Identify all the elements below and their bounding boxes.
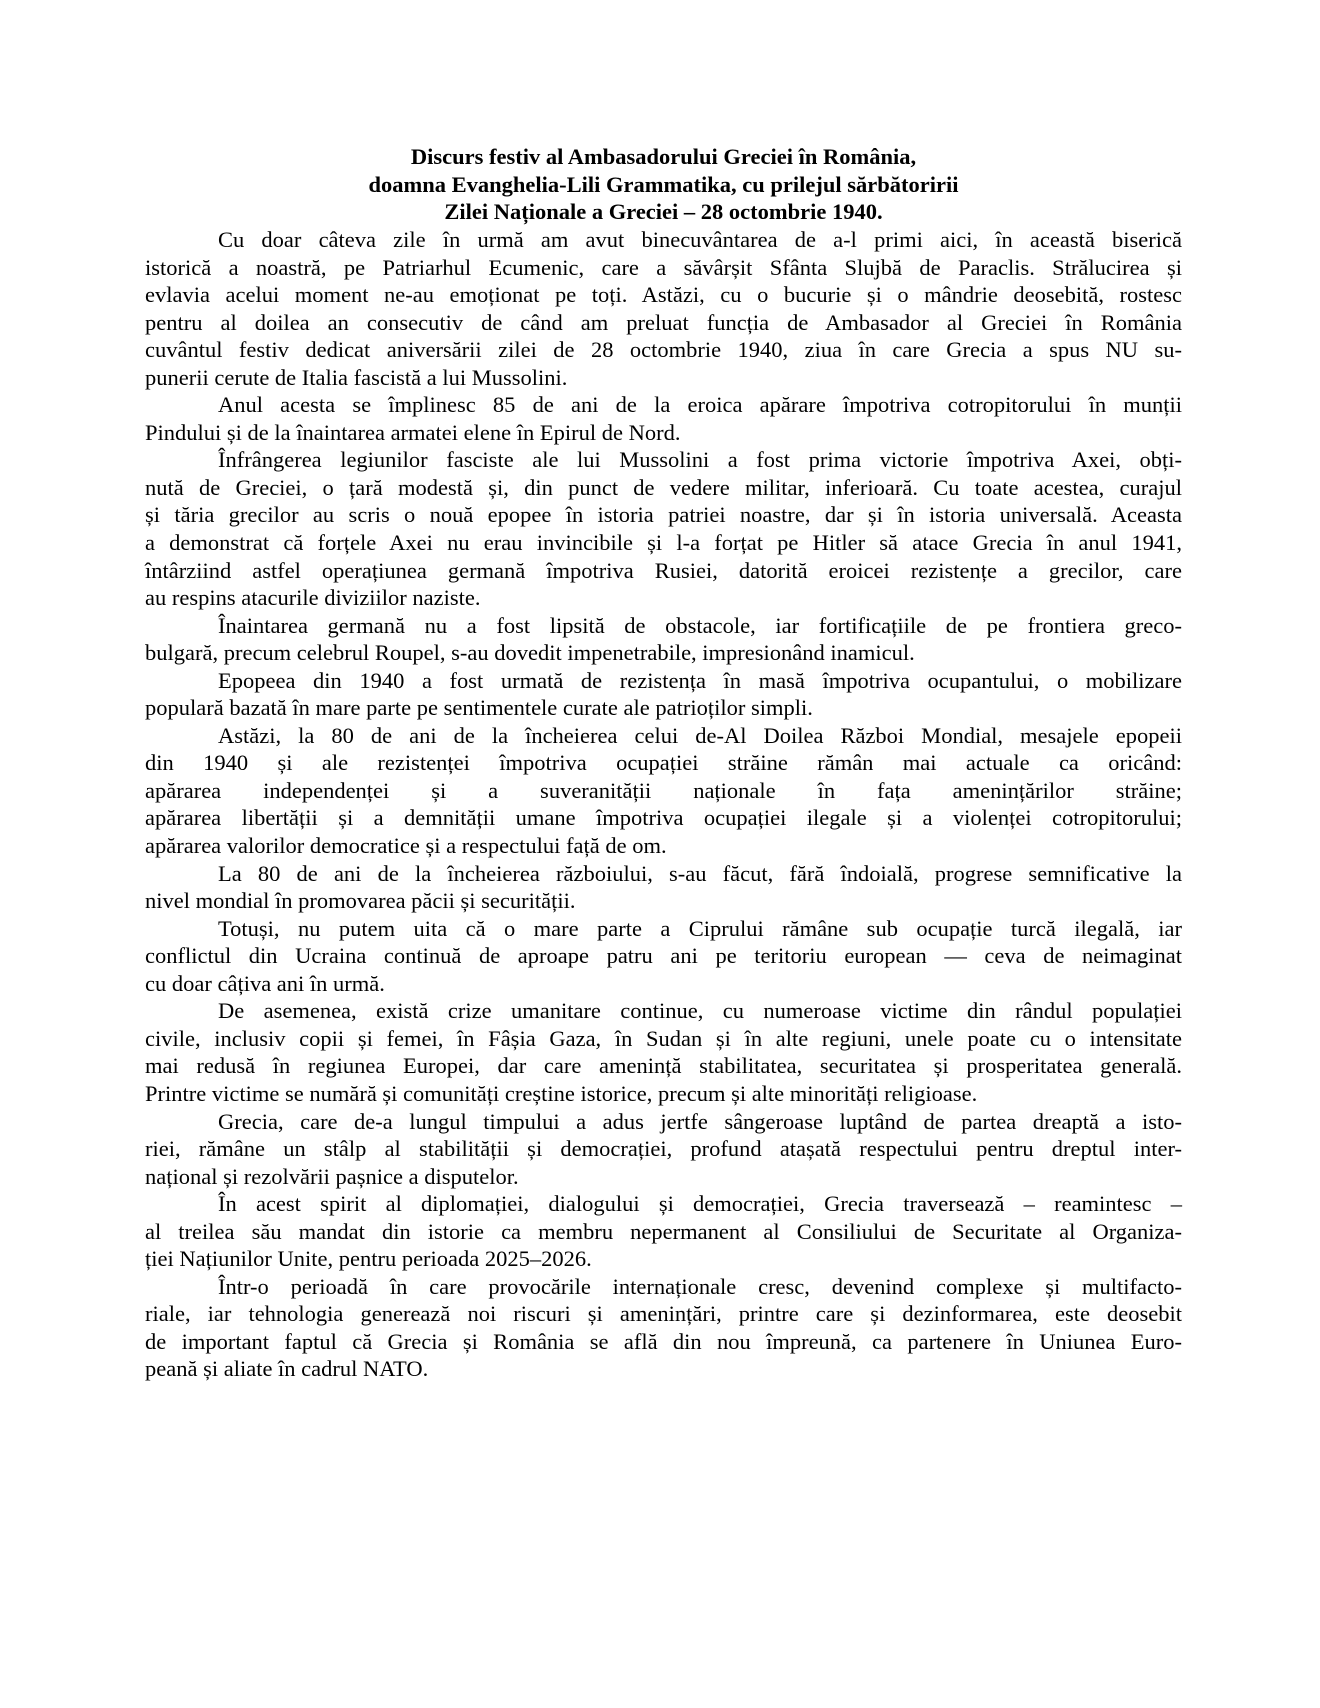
- paragraph-line: Înfrângerea legiunilor fasciste ale lui Mussolini a fost prima victorie împotriva Axei, obți-: [218, 447, 1182, 473]
- paragraph: [145, 997, 1182, 1107]
- paragraph-line: de important faptul că Grecia și România se află din nou împreună, ca partenere în Uniunea Euro-: [145, 1328, 1182, 1354]
- paragraph-line: apărarea libertății și a demnității umane împotriva ocupației ilegale și a violenței cotropitorului;: [145, 805, 1182, 831]
- paragraph-line: și tăria grecilor au scris o nouă epopee în istoria patriei noastre, dar și în istoria universală. Aceasta: [145, 502, 1182, 528]
- paragraph-line: La 80 de ani de la încheierea războiului, s-au făcut, fără îndoială, progrese semnificative la: [218, 860, 1182, 886]
- document-title: [145, 143, 1182, 226]
- paragraph: [145, 446, 1182, 611]
- paragraph-line: apărarea independenței și a suveranității naționale în fața amenințărilor străine;: [145, 777, 1182, 803]
- paragraph: [145, 860, 1182, 915]
- paragraph-line: nivel mondial în promovarea păcii și securității.: [145, 888, 576, 914]
- paragraph-line: punerii cerute de Italia fascistă a lui Mussolini.: [145, 364, 568, 390]
- paragraph-line: Astăzi, la 80 de ani de la încheierea celui de-Al Doilea Război Mondial, mesajele epopeii: [218, 722, 1182, 748]
- paragraph-line: apărarea valorilor democratice și a respectului față de om.: [145, 833, 667, 859]
- paragraph-line: Epopeea din 1940 a fost urmată de rezistența în masă împotriva ocupantului, o mobilizare: [218, 667, 1182, 693]
- paragraph-line: Înaintarea germană nu a fost lipsită de obstacole, iar fortificațiile de pe frontiera greco-: [218, 612, 1182, 638]
- paragraph-line: istorică a noastră, pe Patriarhul Ecumenic, care a săvârșit Sfânta Slujbă de Paraclis. Strălucirea și: [145, 254, 1182, 280]
- paragraph: [145, 1190, 1182, 1273]
- paragraph: [145, 722, 1182, 860]
- paragraph-line: riei, rămâne un stâlp al stabilității și democrației, profund atașată respectului pentru dreptul inter-: [145, 1136, 1182, 1162]
- title-line: Zilei Naționale a Greciei – 28 octombrie 1940.: [444, 199, 883, 225]
- paragraph-line: bulgară, precum celebrul Roupel, s-au dovedit impenetrabile, impresionând inamicul.: [145, 640, 915, 666]
- paragraph-line: populară bazată în mare parte pe sentimentele curate ale patrioților simpli.: [145, 695, 813, 721]
- paragraph: [145, 1273, 1182, 1383]
- paragraph-line: ției Națiunilor Unite, pentru perioada 2025–2026.: [145, 1246, 592, 1272]
- paragraph-line: evlavia acelui moment ne-au emoționat pe toți. Astăzi, cu o bucurie și o mândrie deosebită, rostesc: [145, 282, 1182, 308]
- title-line: Discurs festiv al Ambasadorului Greciei în România,: [410, 144, 917, 169]
- paragraph-line: conflictul din Ucraina continuă de aproape patru ani pe teritoriu european — ceva de neimaginat: [145, 943, 1182, 969]
- paragraph-line: Cu doar câteva zile în urmă am avut binecuvântarea de a-l primi aici, în această biserică: [218, 227, 1182, 252]
- paragraph-line: național și rezolvării pașnice a disputelor.: [145, 1163, 519, 1189]
- title-line: doamna Evanghelia-Lili Grammatika, cu prilejul sărbătoririi: [368, 171, 959, 197]
- document-body: [145, 226, 1182, 1383]
- paragraph-line: De asemenea, există crize umanitare continue, cu numeroase victime din rândul populației: [218, 998, 1182, 1024]
- paragraph-line: Într-o perioadă în care provocările internaționale cresc, devenind complexe și multifacto-: [218, 1273, 1182, 1299]
- paragraph: [145, 226, 1182, 391]
- paragraph-line: mai redusă în regiunea Europei, dar care amenință stabilitatea, securitatea și prosperitatea generală.: [145, 1053, 1182, 1079]
- paragraph-line: În acest spirit al diplomației, dialogului și democrației, Grecia traversează – reamintesc –: [218, 1191, 1182, 1217]
- paragraph: [145, 391, 1182, 446]
- paragraph-line: riale, iar tehnologia generează noi riscuri și amenințări, printre care și dezinformarea, este deosebit: [145, 1301, 1182, 1327]
- paragraph: [145, 612, 1182, 667]
- paragraph-line: civile, inclusiv copii și femei, în Fâșia Gaza, în Sudan și în alte regiuni, unele poate cu o intensitate: [145, 1025, 1182, 1051]
- paragraph-line: Anul acesta se împlinesc 85 de ani de la eroica apărare împotriva cotropitorului în munții: [218, 392, 1182, 418]
- paragraph-line: a demonstrat că forțele Axei nu erau invincibile și l-a forțat pe Hitler să atace Grecia în anul 1941,: [145, 530, 1182, 556]
- paragraph: [145, 667, 1182, 722]
- paragraph-line: au respins atacurile diviziilor naziste.: [145, 585, 481, 611]
- paragraph-line: Printre victime se numără și comunități creștine istorice, precum și alte minorități religioase.: [145, 1080, 978, 1106]
- paragraph-line: al treilea său mandat din istorie ca membru nepermanent al Consiliului de Securitate al Organiza-: [145, 1218, 1182, 1244]
- paragraph-line: peană și aliate în cadrul NATO.: [145, 1356, 429, 1382]
- paragraph-line: întârziind astfel operațiunea germană împotriva Rusiei, datorită eroicei rezistențe a grecilor, care: [145, 557, 1182, 583]
- paragraph: [145, 1108, 1182, 1191]
- paragraph-line: Pindului și de la înaintarea armatei elene în Epirul de Nord.: [145, 419, 681, 445]
- paragraph-line: din 1940 și ale rezistenței împotriva ocupației străine rămân mai actuale ca oricând:: [145, 750, 1182, 776]
- paragraph-line: cu doar câțiva ani în urmă.: [145, 970, 385, 996]
- paragraph-line: pentru al doilea an consecutiv de când am preluat funcția de Ambasador al Greciei în România: [145, 309, 1182, 335]
- paragraph-line: cuvântul festiv dedicat aniversării zilei de 28 octombrie 1940, ziua în care Grecia a spus NU su-: [145, 337, 1182, 363]
- paragraph: [145, 915, 1182, 998]
- paragraph-line: Totuși, nu putem uita că o mare parte a Ciprului rămâne sub ocupație turcă ilegală, iar: [218, 915, 1182, 941]
- paragraph-line: nută de Greciei, o țară modestă și, din punct de vedere militar, inferioară. Cu toate acestea, curajul: [145, 474, 1182, 500]
- paragraph-line: Grecia, care de-a lungul timpului a adus jertfe sângeroase luptând de partea dreaptă a isto-: [218, 1108, 1182, 1134]
